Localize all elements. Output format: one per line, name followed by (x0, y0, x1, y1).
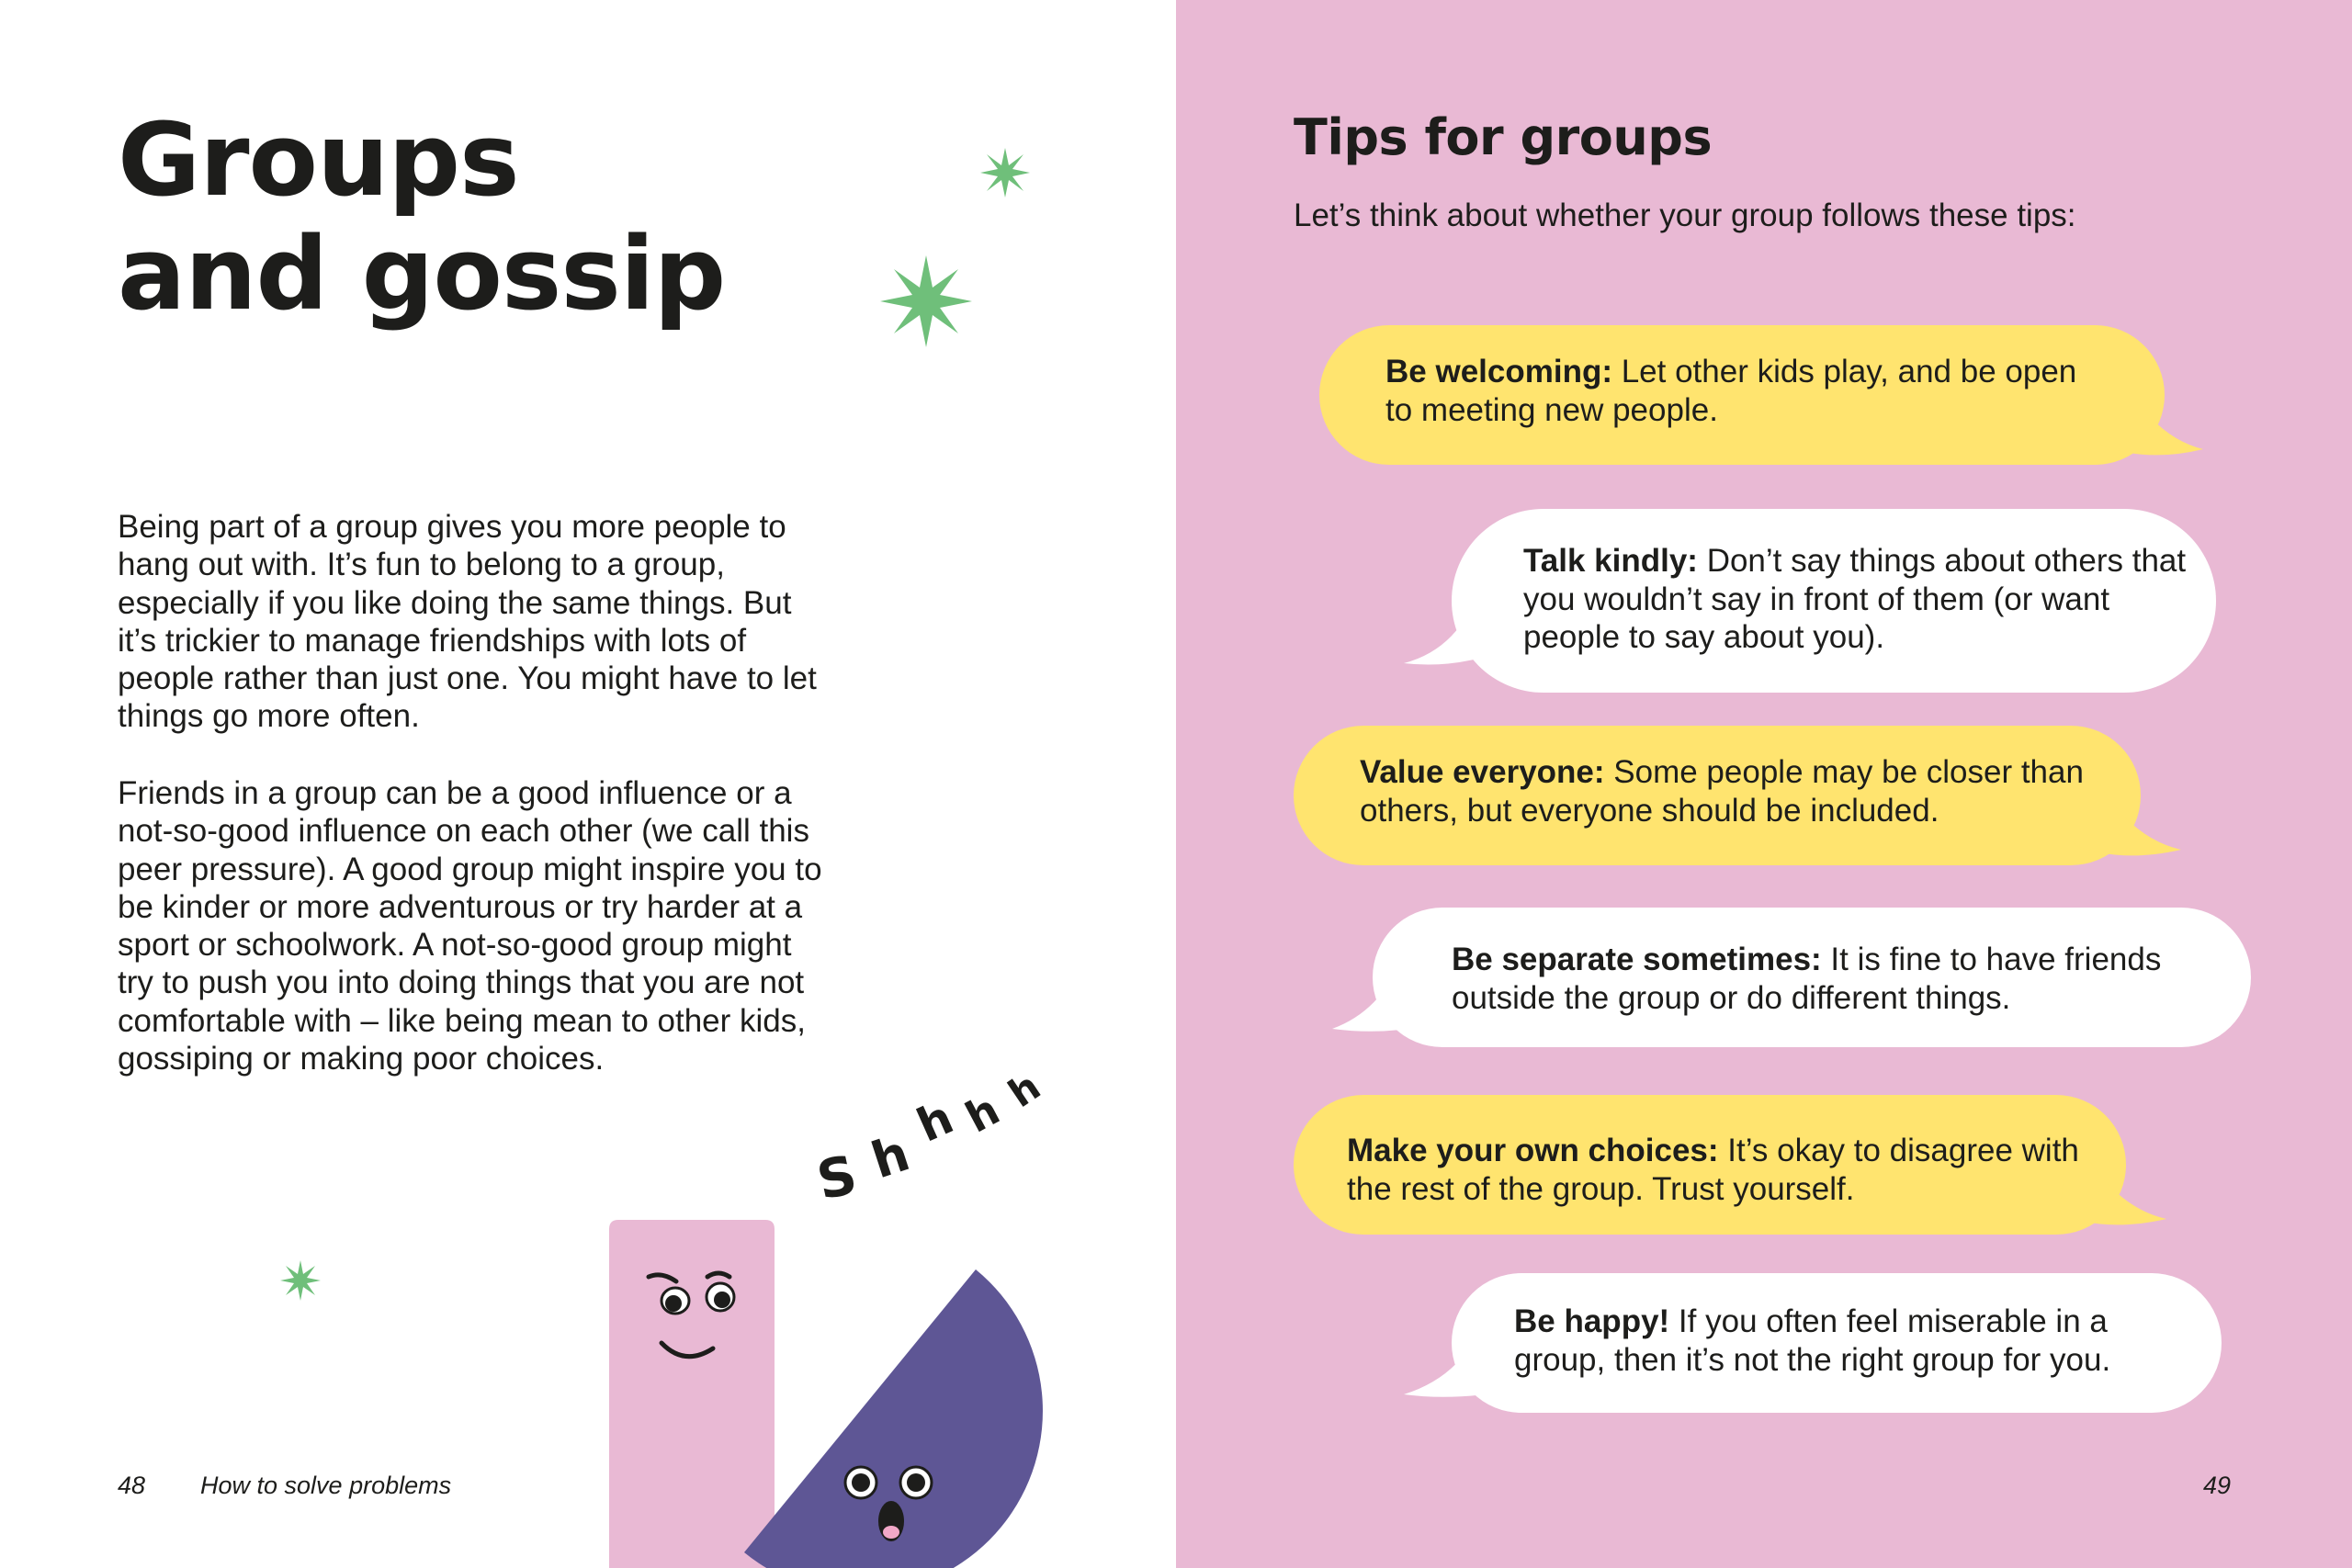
title-line-1: Groups (118, 101, 519, 219)
tip-label: Be welcoming: (1385, 354, 1612, 389)
tip-bubble (1319, 325, 2203, 465)
shh-letter: h (865, 1123, 917, 1190)
shh-letter: h (957, 1084, 1008, 1143)
pink-rectangle-character (609, 1220, 775, 1568)
shh-letter: S (811, 1143, 863, 1213)
tip-label: Be happy! (1514, 1303, 1670, 1339)
tip-label: Make your own choices: (1347, 1133, 1719, 1168)
title-line-2: and gossip (118, 215, 726, 333)
tip-bubble (1404, 1273, 2222, 1413)
tip-label: Be separate sometimes: (1452, 942, 1822, 977)
tip-text: It’s okay to disagree with the rest of the group. Trust yourself. (1347, 1133, 2079, 1207)
tip-bubble (1332, 908, 2251, 1047)
running-footer: How to solve problems (200, 1472, 452, 1499)
page-number-right: 49 (2203, 1472, 2232, 1499)
page-number-left: 48 (118, 1472, 146, 1499)
body-paragraph-2: Friends in a group can be a good influence or a not-so-good influence on each other (we call this peer pressure). A good group might inspire you to be kinder or more adventurous or try harder at a sport or schoolwork. A not-so-good group might try to push you into doing things that you are not comfortable with – like being mean to other kids, gossiping or making poor choices. (118, 775, 822, 1077)
tip-text: Don’t say things about others that you wouldn’t say in front of them (or want people to say about you). (1523, 543, 2187, 655)
right-page (1176, 0, 2352, 1568)
tip-label: Talk kindly: (1523, 543, 1698, 579)
tip-text: If you often feel miserable in a group, then it’s not the right group for you. (1514, 1303, 2111, 1378)
tip-text: Some people may be closer than others, but everyone should be included. (1360, 754, 2084, 829)
tip-bubble (1404, 509, 2216, 693)
purple-half-circle-character (744, 1269, 1043, 1568)
tip-bubble (1294, 726, 2181, 865)
tips-intro: Let’s think about whether your group follows these tips: (1294, 197, 2076, 233)
tip-label: Value everyone: (1360, 754, 1605, 790)
shh-letter: h (909, 1090, 961, 1153)
tip-bubble (1294, 1095, 2166, 1235)
body-paragraph-1: Being part of a group gives you more people to hang out with. It’s fun to belong to a group, especially if you like doing the same things. But it’s trickier to manage friendships with lots of people rather than just one. You might have to let things go more often. (118, 509, 817, 735)
tips-heading: Tips for groups (1294, 108, 1713, 166)
tip-text: It is fine to have friends outside the group or do different things. (1452, 942, 2162, 1016)
tip-text: Let other kids play, and be open to meeting new people. (1385, 354, 2077, 428)
shh-letter: h (1000, 1063, 1049, 1117)
